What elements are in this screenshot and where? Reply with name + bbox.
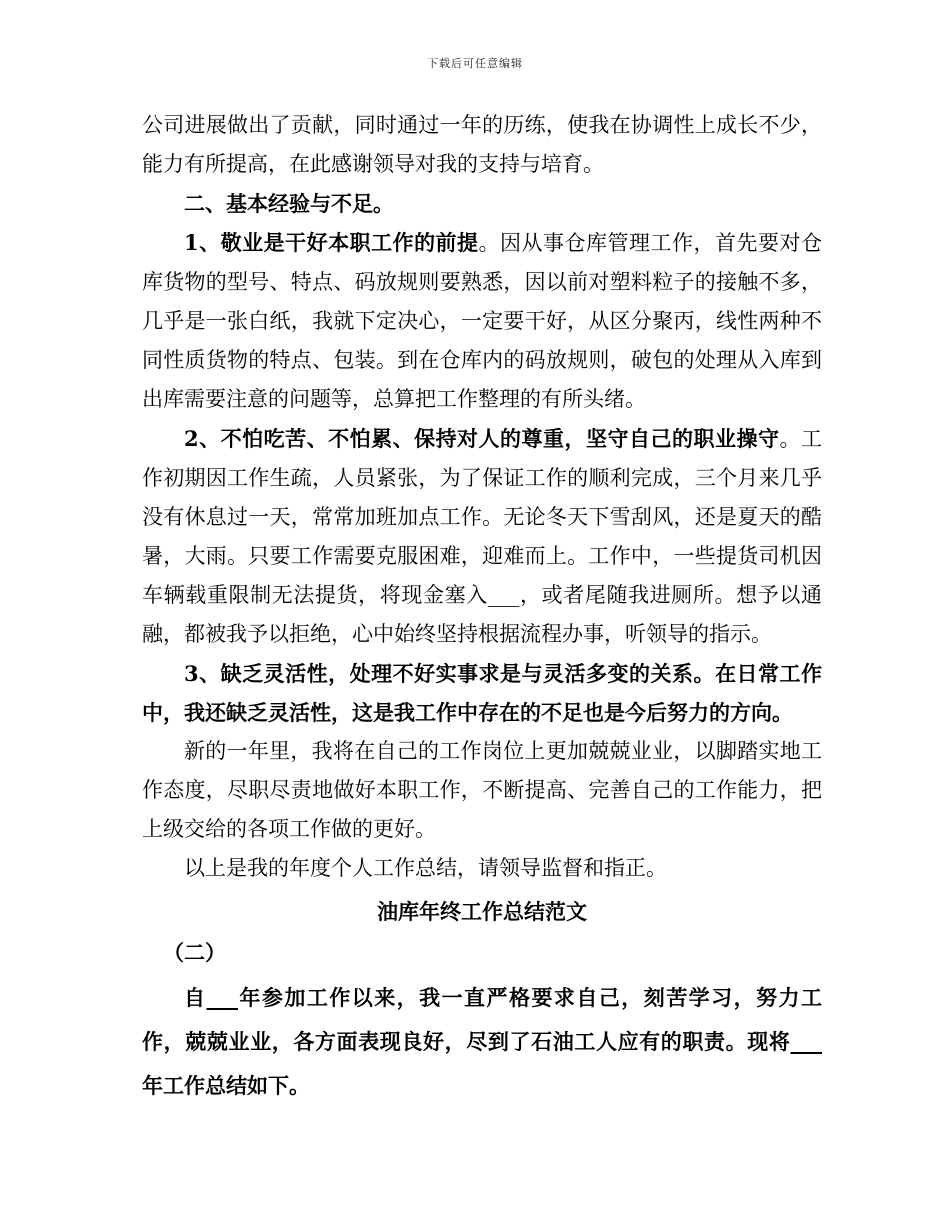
paragraph-final: 自___年参加工作以来，我一直严格要求自己，刻苦学习，努力工作，兢兢业业，各方面表现良好，尽到了石油工人应有的职责。现将___年工作总结如下。 [142, 985, 822, 1098]
paragraph-item-3: 3、缺乏灵活性，处理不好实事求是与灵活多变的关系。在日常工作中，我还缺乏灵活性，这是我工作中存在的不足也是今后努力的方向。 [142, 661, 822, 725]
item-2-heading: 2、不怕吃苦、不怕累、保持对人的尊重，坚守自己的职业操守 [184, 426, 780, 451]
paragraph-item-1 [142, 223, 822, 419]
paragraph-closing: 以上是我的年度个人工作总结，请领导监督和指正。 [184, 856, 667, 880]
item-2-text: 。工作初期因工作生疏，人员紧张，为了保证工作的顺利完成，三个月来几乎没有休息过一天，常常加班加点工作。无论冬天下雪刮风，还是夏天的酷暑，大雨。只要工作需要克服困难，迎难而上。工作中，一些提货司机因车辆载重限制无法提货，将现金塞入___，或者尾随我进厕所。想予以通融，都被我予以拒绝，心中始终坚持根据流程办事，听领导的指示。 [142, 427, 823, 646]
item-1-text: 。因从事仓库管理工作，首先要对仓库货物的型号、特点、码放规则要熟悉，因以前对塑料粒子的接触不多，几乎是一张白纸，我就下定决心，一定要干好，从区分聚丙，线性两种不同性质货物的特点、包装。到在仓库内的码放规则，破包的处理从入库到出库需要注意的问题等，总算把工作整理的有所头绪。 [142, 231, 822, 411]
paragraph-item-2 [142, 419, 822, 654]
header-note: 下载后可任意编辑 [427, 57, 523, 70]
document-body [142, 106, 822, 1108]
section-subtitle-2: （二） [163, 940, 226, 965]
section-heading-experience: 二、基本经验与不足。 [184, 191, 394, 216]
paragraph-new-year: 新的一年里，我将在自己的工作岗位上更加兢兢业业，以脚踏实地工作态度，尽职尽责地做好本职工作，不断提高、完善自己的工作能力，把上级交给的各项工作做的更好。 [142, 739, 822, 841]
section-title-2: 油库年终工作总结范文 [377, 899, 587, 924]
paragraph-contribution: 公司进展做出了贡献，同时通过一年的历练，使我在协调性上成长不少，能力有所提高，在此感谢领导对我的支持与培育。 [142, 113, 822, 176]
item-1-heading: 1、敬业是干好本职工作的前提 [184, 230, 479, 255]
